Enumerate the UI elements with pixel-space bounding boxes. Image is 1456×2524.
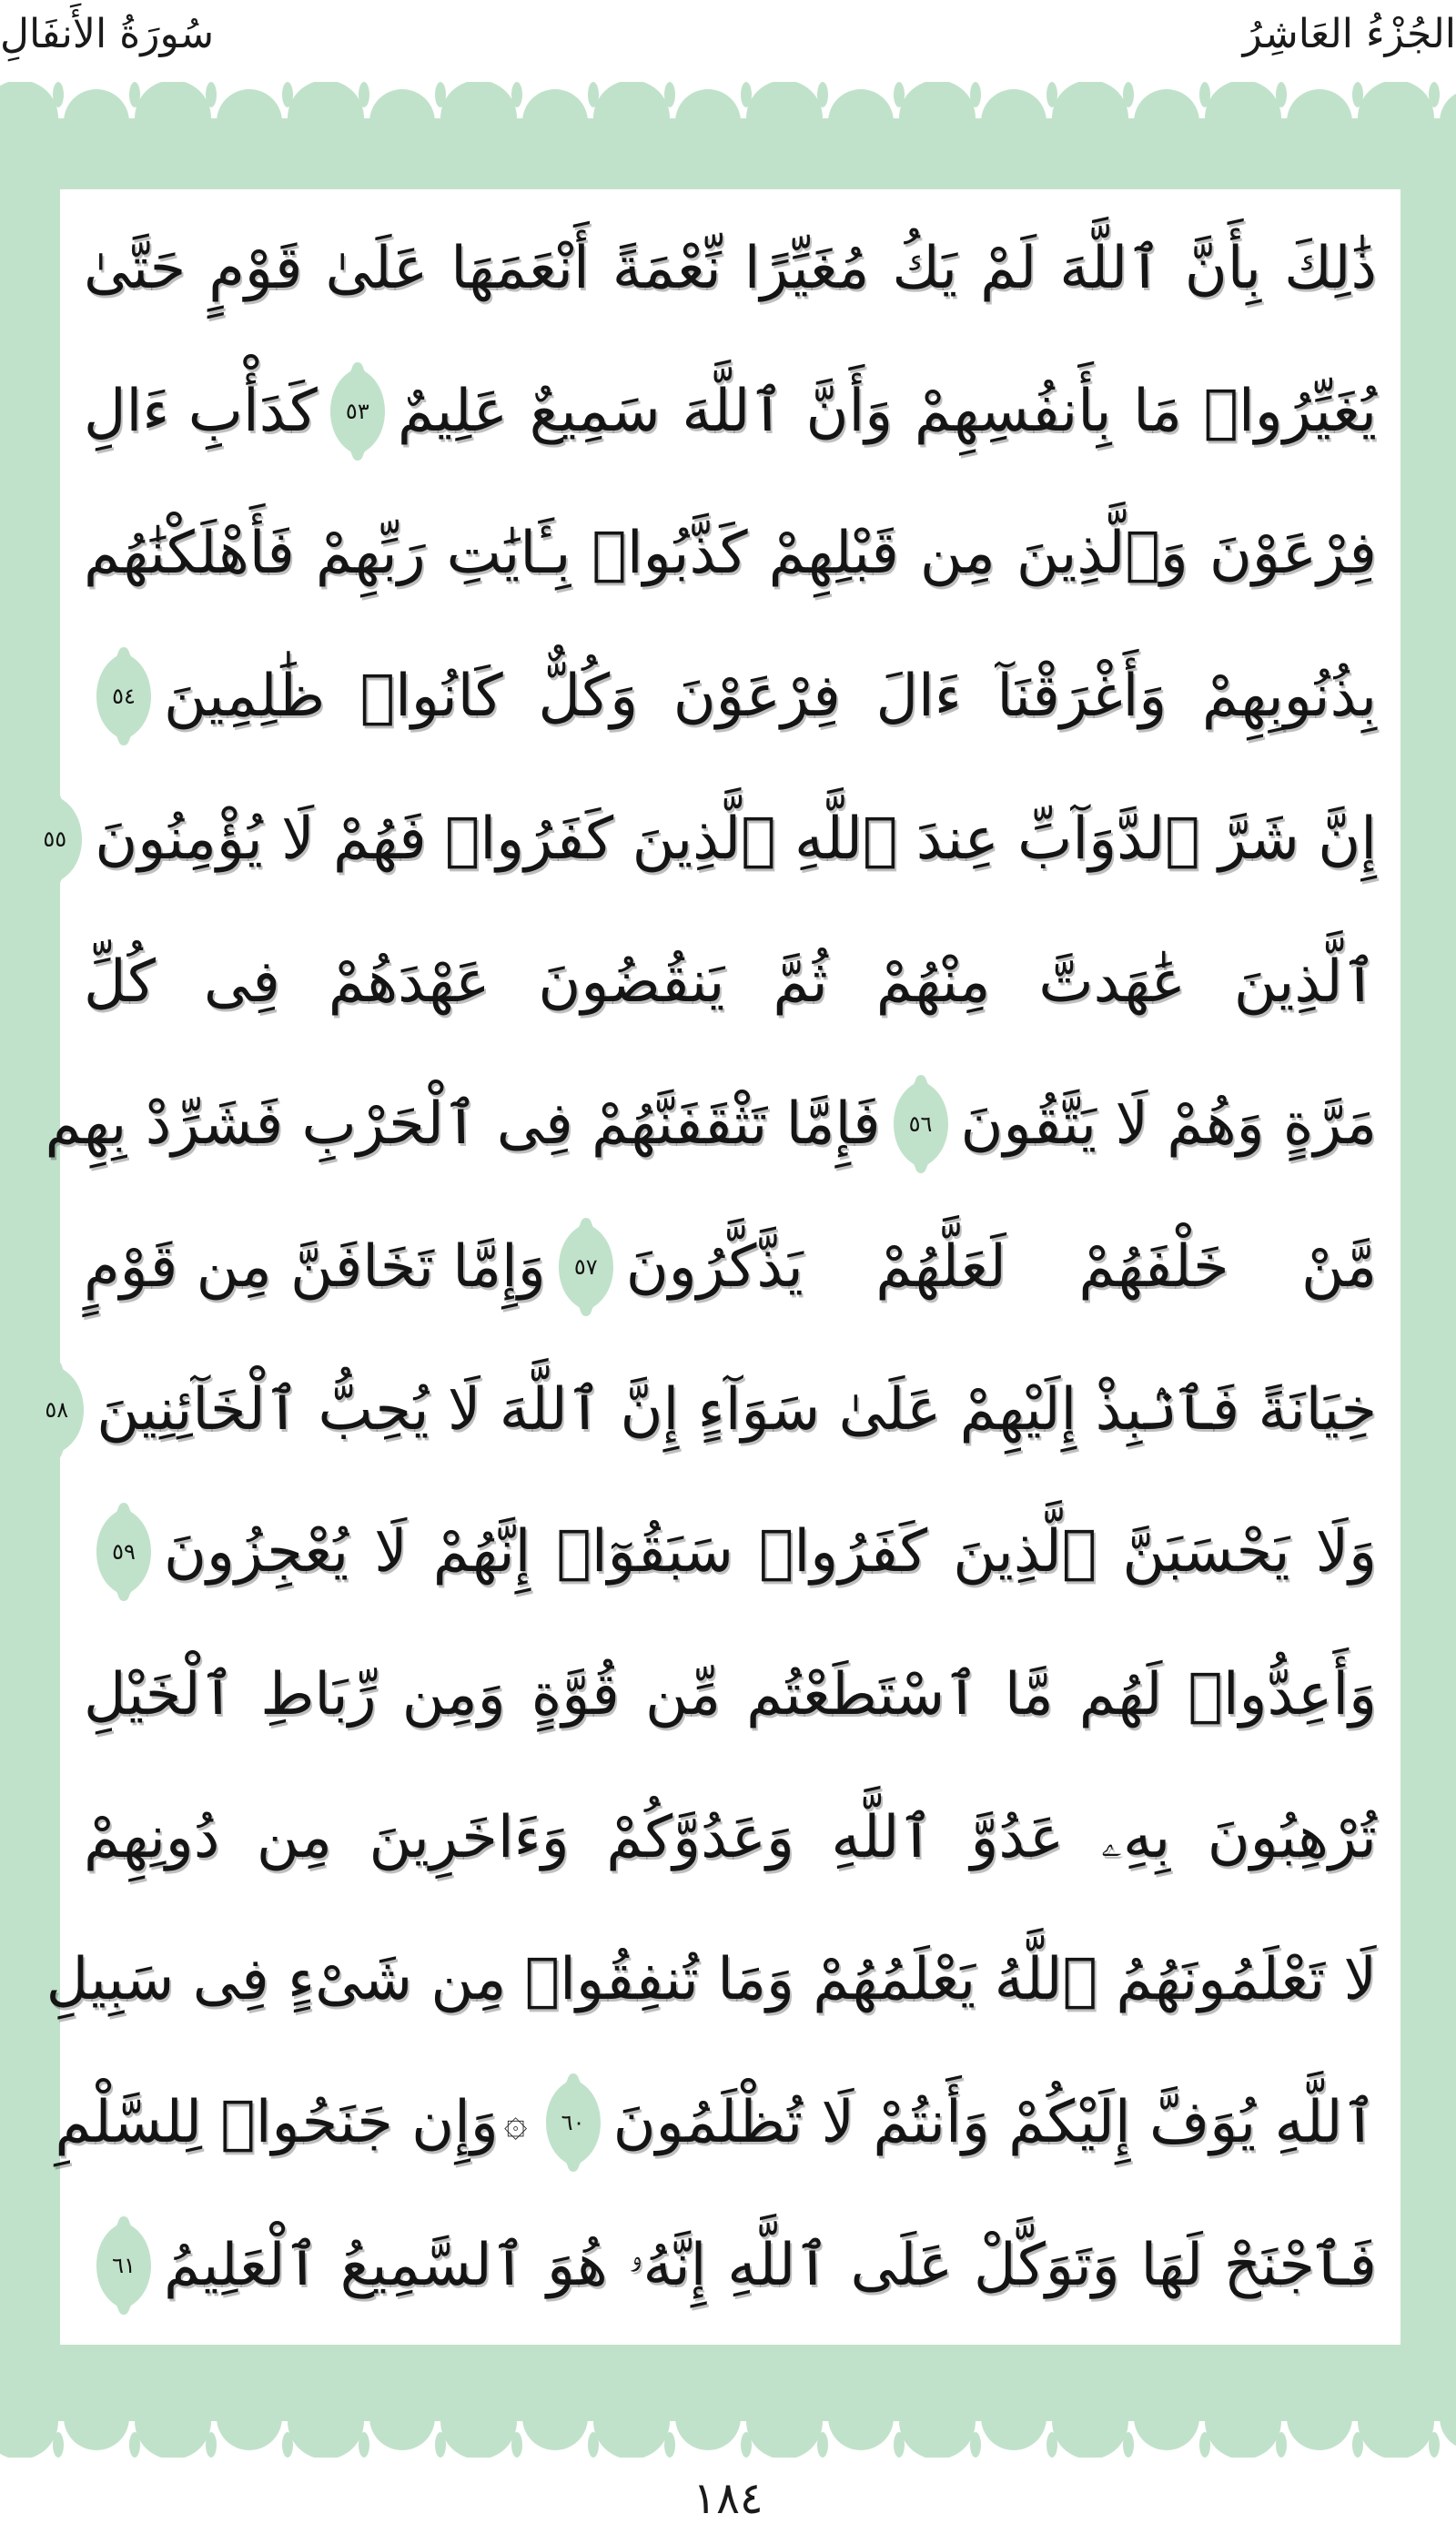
ayah-number: ٥٥: [43, 826, 67, 852]
text-line-6: [84, 914, 1377, 1050]
ayah-marker-58: [25, 1357, 87, 1463]
verse-text: فِرْعَوْنَ وَٱلَّذِينَ مِن قَبْلِهِمْ كَذَّبُوا۟ بِـَٔايَٰتِ رَبِّهِمْ فَأَهْلَكْنَٰهُم: [84, 520, 1377, 588]
juz-name: الجُزْءُ العَاشِرُ: [1242, 11, 1456, 57]
verse-text: فَإِمَّا تَثْقَفَنَّهُمْ فِى ٱلْحَرْبِ فَشَرِّدْ بِهِم: [45, 1090, 881, 1159]
ayah-number: ٥٦: [908, 1111, 933, 1138]
text-line-8: [84, 1199, 1377, 1335]
text-line-7: [45, 1056, 1377, 1192]
ayah-number: ٥٨: [45, 1396, 69, 1423]
verse-text: وَلَا يَحْسَبَنَّ ٱلَّذِينَ كَفَرُوا۟ سَبَقُوٓا۟ إِنَّهُمْ لَا يُعْجِزُونَ: [164, 1518, 1377, 1586]
page-number: ١٨٤: [693, 2473, 763, 2524]
verse-text: تُرْهِبُونَ بِهِۦ عَدُوَّ ٱللَّهِ وَعَدُوَّكُمْ وَءَاخَرِينَ مِن دُونِهِمْ: [84, 1803, 1377, 1871]
text-line-3: [84, 485, 1377, 622]
ayah-marker-54: [93, 644, 155, 749]
text-line-14: [55, 2054, 1377, 2191]
ayah-number: ٥٧: [573, 1253, 598, 1280]
rub-el-hizb-icon: ۞: [503, 2099, 528, 2146]
text-line-15: [84, 2197, 1377, 2334]
text-line-11: [84, 1627, 1377, 1763]
text-line-4: [84, 628, 1377, 765]
text-line-10: [84, 1484, 1377, 1620]
verse-text: ذَٰلِكَ بِأَنَّ ٱللَّهَ لَمْ يَكُ مُغَيِّرًا نِّعْمَةً أَنْعَمَهَا عَلَىٰ قَوْمٍ حَتَّىٰ: [84, 235, 1377, 302]
scallop-border-bottom-icon: [0, 2412, 1456, 2458]
verse-text: مَرَّةٍ وَهُمْ لَا يَتَّقُونَ: [960, 1090, 1377, 1159]
verse-text: ٱللَّهِ يُوَفَّ إِلَيْكُمْ وَأَنتُمْ لَا تُظْلَمُونَ: [612, 2089, 1377, 2157]
ayah-number: ٦٠: [561, 2110, 585, 2136]
ayah-marker-59: [93, 1499, 155, 1605]
verse-lines: [43, 200, 1377, 2334]
ayah-marker-55: [24, 786, 86, 892]
ayah-marker-60: [542, 2070, 604, 2175]
verse-text: يُغَيِّرُوا۟ مَا بِأَنفُسِهِمْ وَأَنَّ ٱللَّهَ سَمِيعٌ عَلِيمٌ: [397, 377, 1377, 445]
verse-text: لَا تَعْلَمُونَهُمُ ٱللَّهُ يَعْلَمُهُمْ وَمَا تُنفِقُوا۟ مِن شَىْءٍ فِى سَبِيلِ: [46, 1946, 1377, 2014]
text-line-9: [45, 1342, 1377, 1478]
verse-text: بِذُنُوبِهِمْ وَأَغْرَقْنَآ ءَالَ فِرْعَوْنَ وَكُلٌّ كَانُوا۟ ظَٰلِمِينَ: [164, 663, 1377, 731]
verse-text: إِنَّ شَرَّ ٱلدَّوَآبِّ عِندَ ٱللَّهِ ٱلَّذِينَ كَفَرُوا۟ فَهُمْ لَا يُؤْمِنُونَ: [95, 805, 1377, 873]
text-line-1: [84, 200, 1377, 337]
text-line-5: [43, 771, 1377, 907]
ayah-number: ٥٩: [112, 1539, 136, 1566]
verse-text: فَٱجْنَحْ لَهَا وَتَوَكَّلْ عَلَى ٱللَّهِ إِنَّهُۥ هُوَ ٱلسَّمِيعُ ٱلْعَلِيمُ: [164, 2231, 1377, 2299]
verse-text: ٱلَّذِينَ عَٰهَدتَّ مِنْهُمْ ثُمَّ يَنقُضُونَ عَهْدَهُمْ فِى كُلِّ: [84, 948, 1377, 1016]
text-line-13: [46, 1911, 1377, 2048]
ayah-marker-57: [555, 1214, 617, 1320]
verse-text: خِيَانَةً فَٱنۢبِذْ إِلَيْهِمْ عَلَىٰ سَوَآءٍ إِنَّ ٱللَّهَ لَا يُحِبُّ ٱلْخَآئِنِينَ: [96, 1375, 1377, 1444]
ayah-number: ٥٣: [345, 398, 369, 424]
page-header: [0, 0, 1456, 82]
scallop-border-top-icon: [0, 82, 1456, 127]
verse-text: وَإِن جَنَحُوا۟ لِلسَّلْمِ: [55, 2089, 499, 2157]
verse-text: كَدَأْبِ ءَالِ: [84, 377, 318, 445]
text-line-2: [84, 343, 1377, 480]
ayah-number: ٥٤: [112, 684, 136, 710]
surah-name: سُورَةُ الأَنفَالِ: [0, 11, 215, 57]
ayah-marker-53: [327, 359, 389, 464]
verse-text: وَأَعِدُّوا۟ لَهُم مَّا ٱسْتَطَعْتُم مِّن قُوَّةٍ وَمِن رِّبَاطِ ٱلْخَيْلِ: [84, 1661, 1377, 1729]
ayah-number: ٦١: [112, 2252, 136, 2278]
text-line-12: [84, 1769, 1377, 1906]
verse-text: مَّنْ خَلْفَهُمْ لَعَلَّهُمْ يَذَّكَّرُونَ: [625, 1232, 1377, 1301]
ayah-marker-56: [890, 1071, 952, 1177]
verse-text: وَإِمَّا تَخَافَنَّ مِن قَوْمٍ: [84, 1232, 546, 1301]
text-panel: [43, 189, 1400, 2345]
ayah-marker-61: [93, 2213, 155, 2318]
